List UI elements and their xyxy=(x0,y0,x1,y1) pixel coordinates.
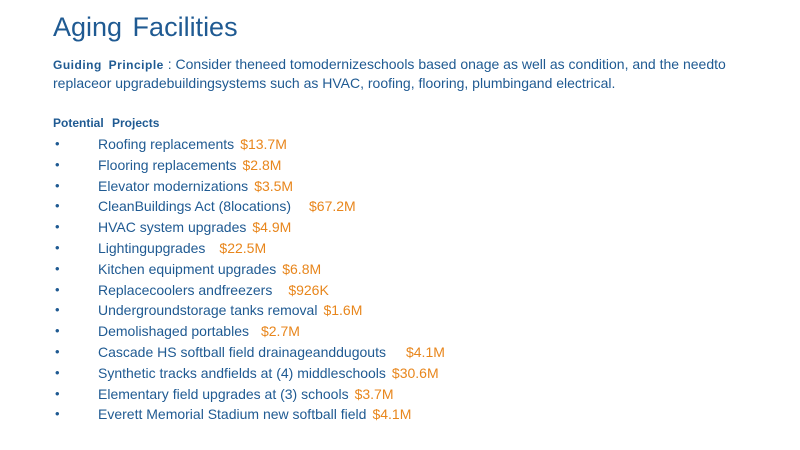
project-amount: $4.1M xyxy=(405,343,445,360)
bullet-icon: • xyxy=(55,406,60,422)
project-name xyxy=(98,404,411,425)
bullet-icon: • xyxy=(55,136,60,151)
bullet-icon: • xyxy=(55,281,60,297)
project-amount: $22.5M xyxy=(219,239,267,256)
page-title: Aging Facilities xyxy=(53,12,238,42)
project-name xyxy=(98,300,362,321)
bullet-icon: • xyxy=(55,260,60,276)
project-amount: $30.6M xyxy=(391,364,439,381)
bullet-icon: • xyxy=(55,198,60,214)
project-amount: $2.7M xyxy=(260,323,300,340)
bullet-icon: • xyxy=(55,302,60,318)
project-label: CleanBuildings Act (8locations) xyxy=(98,198,291,215)
project-label: Synthetic tracks andfields at (4) middleschools xyxy=(98,364,386,381)
project-name xyxy=(98,196,356,217)
project-label: Cascade HS softball field drainageanddugouts xyxy=(98,343,386,360)
project-amount: $67.2M xyxy=(309,198,356,215)
project-name xyxy=(98,280,329,301)
project-name xyxy=(98,238,266,259)
bullet-icon: • xyxy=(55,343,60,359)
projects-heading: Potential Projects xyxy=(53,116,160,130)
bullet-icon: • xyxy=(55,219,60,235)
project-amount: $4.1M xyxy=(372,406,412,423)
project-label: Elevator modernizations xyxy=(98,177,249,194)
project-amount: $1.6M xyxy=(323,302,363,319)
project-label: Elementary field upgrades at (3) schools xyxy=(98,385,349,402)
project-name xyxy=(98,217,291,238)
guiding-principle-text: : Consider theneed tomodernizeschools based onage as well as condition, and the needto replaceor upgradebuildingsystems such as HVAC, roofing, flooring, plumbingand electrical. xyxy=(53,56,726,91)
project-amount: $6.8M xyxy=(282,260,322,277)
project-label: Flooring replacements xyxy=(98,156,237,173)
project-label: Replacecoolers andfreezers xyxy=(98,281,273,298)
project-amount: $926K xyxy=(288,281,329,298)
bullet-icon: • xyxy=(55,364,60,380)
project-name xyxy=(98,176,293,197)
project-name xyxy=(98,134,287,155)
project-label: Everett Memorial Stadium new softball field xyxy=(98,406,367,423)
project-amount: $2.8M xyxy=(242,156,282,173)
project-label: Demolishaged portables xyxy=(98,323,249,340)
project-name xyxy=(98,321,300,342)
project-label: Lightingupgrades xyxy=(98,239,206,256)
project-name xyxy=(98,363,439,384)
bullet-icon: • xyxy=(55,385,60,401)
project-name xyxy=(98,155,281,176)
project-name xyxy=(98,384,394,405)
project-amount: $3.5M xyxy=(254,177,294,194)
bullet-icon: • xyxy=(55,239,60,255)
project-amount: $4.9M xyxy=(252,219,292,236)
bullet-icon: • xyxy=(55,323,60,339)
project-label: Roofing replacements xyxy=(98,136,235,152)
guiding-principle-label: Guiding Principle xyxy=(53,58,164,72)
project-name xyxy=(98,342,445,363)
project-label: Undergroundstorage tanks removal xyxy=(98,302,318,319)
project-amount: $13.7M xyxy=(240,136,287,152)
bullet-icon: • xyxy=(55,177,60,193)
project-label: Kitchen equipment upgrades xyxy=(98,260,277,277)
project-label: HVAC system upgrades xyxy=(98,219,247,236)
bullet-icon: • xyxy=(55,156,60,172)
project-amount: $3.7M xyxy=(354,385,394,402)
project-name xyxy=(98,259,321,280)
guiding-principle xyxy=(53,55,743,92)
